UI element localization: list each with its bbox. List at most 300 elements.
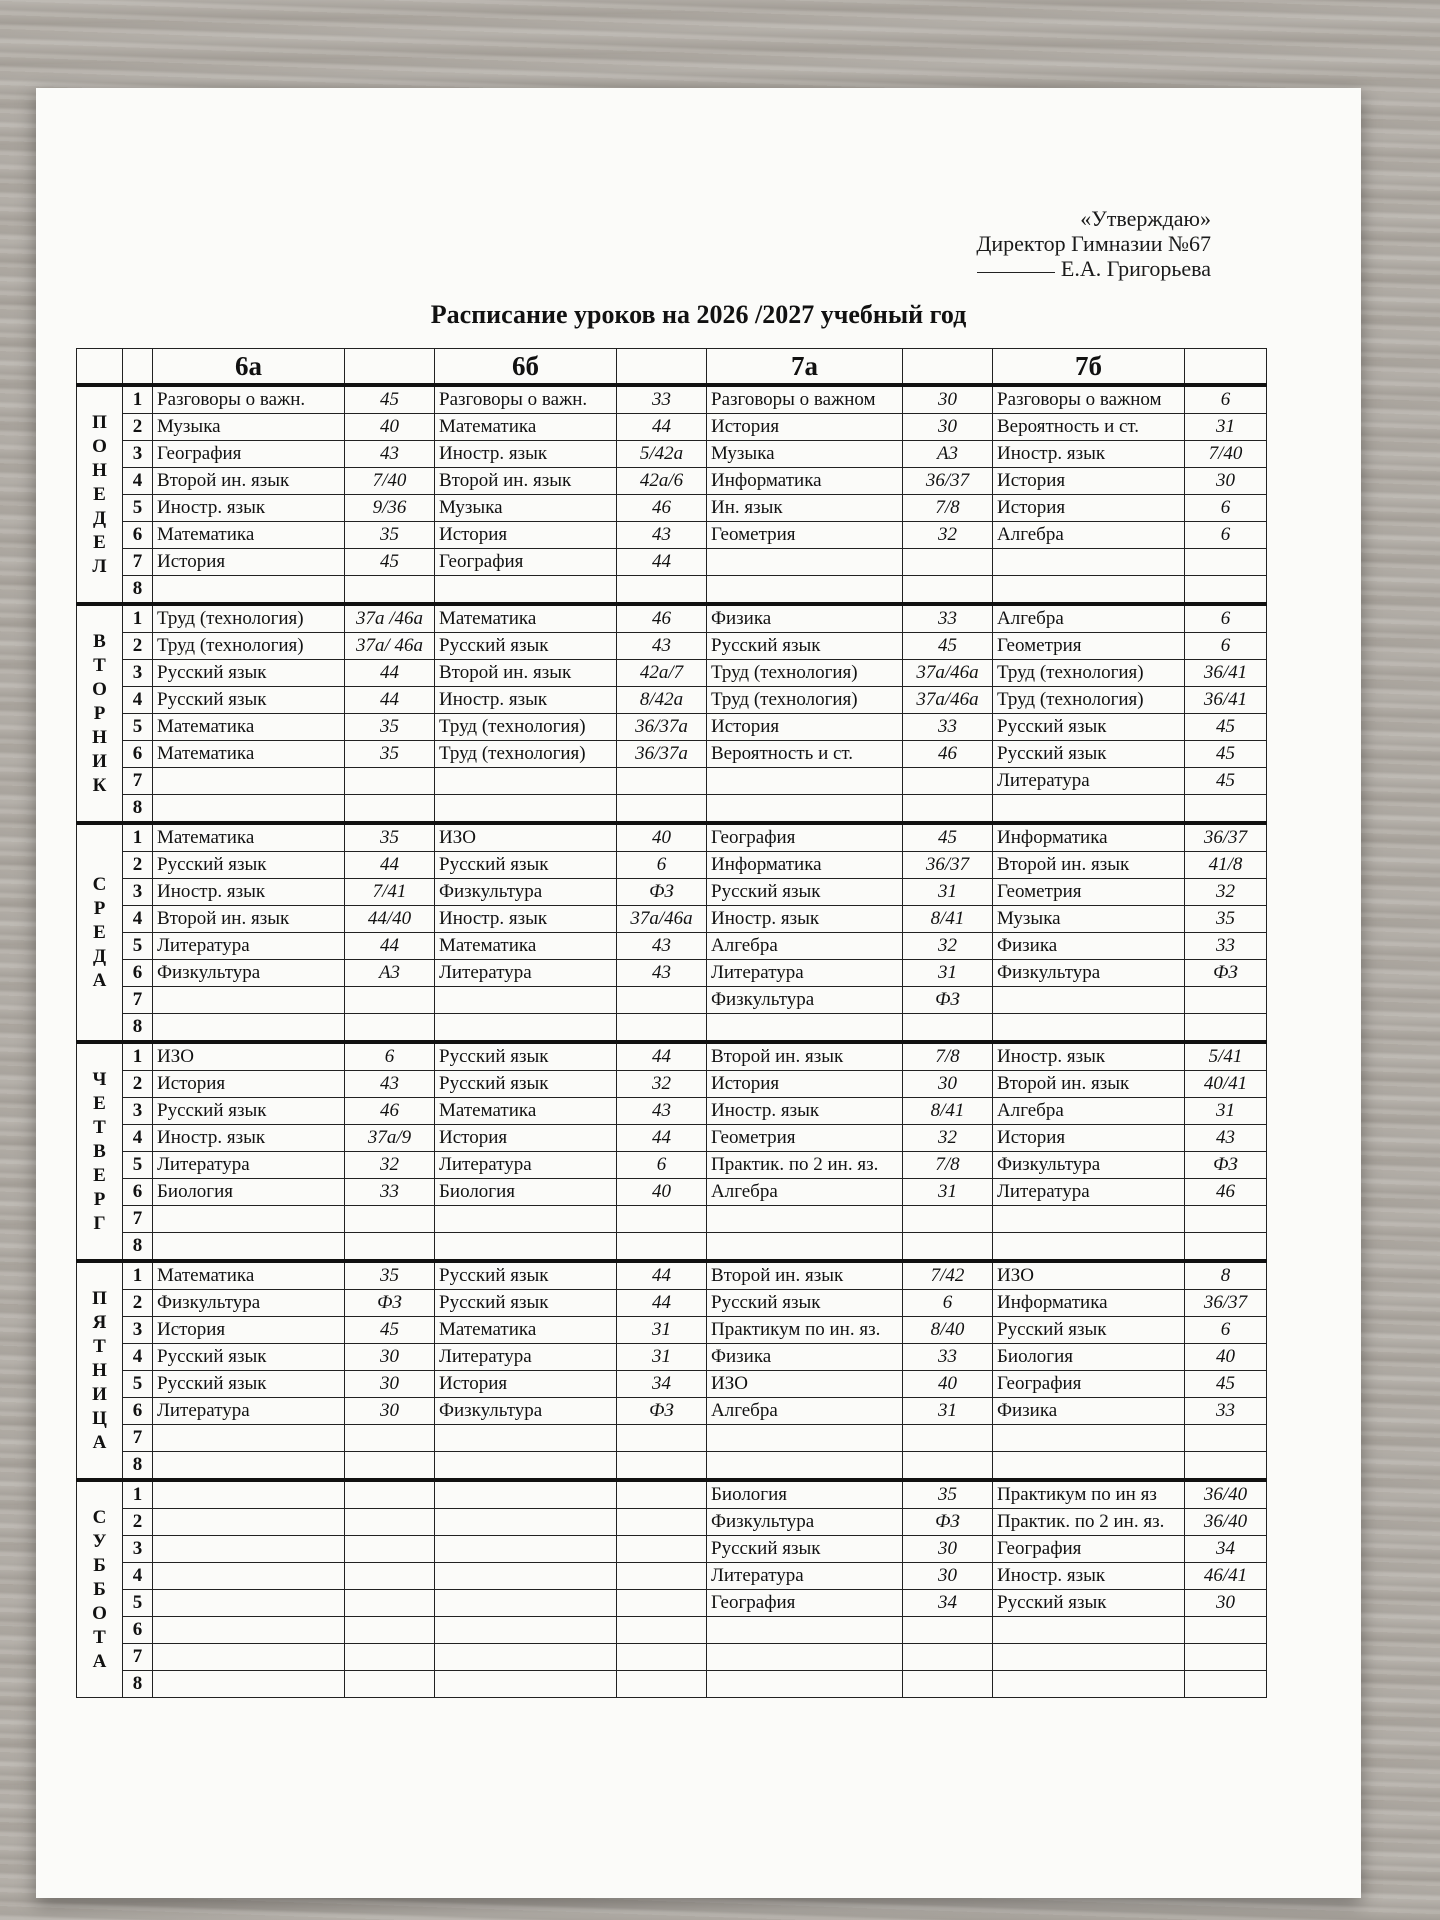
room-cell — [345, 1206, 435, 1233]
subject-cell: Разговоры о важном — [993, 385, 1185, 414]
subject-cell: Литература — [153, 933, 345, 960]
subject-cell: Иностр. язык — [153, 1125, 345, 1152]
lesson-row — [77, 1290, 1267, 1317]
room-cell — [345, 1563, 435, 1590]
day-letter: Д — [92, 945, 107, 967]
room-cell: 45 — [345, 549, 435, 576]
lesson-row — [77, 660, 1267, 687]
day-letter: Е — [93, 1092, 106, 1114]
room-cell: 30 — [903, 1071, 993, 1098]
lesson-row — [77, 987, 1267, 1014]
lesson-number: 4 — [123, 1344, 153, 1371]
room-cell — [617, 1206, 707, 1233]
lesson-number: 6 — [123, 522, 153, 549]
lesson-number: 5 — [123, 1590, 153, 1617]
subject-cell: Русский язык — [153, 1371, 345, 1398]
lesson-row — [77, 1617, 1267, 1644]
subject-cell: Музыка — [707, 441, 903, 468]
room-cell: 33 — [1185, 933, 1267, 960]
subject-cell: Иностр. язык — [707, 1098, 903, 1125]
day-letter: Ц — [92, 1407, 107, 1429]
subject-cell — [993, 1644, 1185, 1671]
subject-cell: История — [435, 1371, 617, 1398]
lesson-row — [77, 1014, 1267, 1043]
lesson-row — [77, 1125, 1267, 1152]
room-cell: 32 — [345, 1152, 435, 1179]
lesson-row — [77, 522, 1267, 549]
signer-line — [851, 256, 1211, 281]
lesson-row — [77, 1671, 1267, 1698]
class-header: 7б — [993, 349, 1185, 386]
room-cell: 43 — [345, 1071, 435, 1098]
room-cell: 40 — [1185, 1344, 1267, 1371]
subject-cell: Литература — [435, 1152, 617, 1179]
room-cell: 43 — [617, 933, 707, 960]
subject-cell — [993, 549, 1185, 576]
approval-block — [851, 206, 1211, 281]
lesson-number: 8 — [123, 576, 153, 605]
room-cell: 44 — [617, 549, 707, 576]
subject-cell: Русский язык — [993, 741, 1185, 768]
room-cell: 7/40 — [345, 468, 435, 495]
room-cell: 7/40 — [1185, 441, 1267, 468]
subject-cell: География — [993, 1371, 1185, 1398]
day-letter: И — [92, 1383, 107, 1405]
room-cell: 35 — [903, 1480, 993, 1509]
lesson-row — [77, 1233, 1267, 1262]
subject-cell: Иностр. язык — [993, 1042, 1185, 1071]
signature-blank — [977, 272, 1055, 273]
class-header: 7а — [707, 349, 903, 386]
subject-cell — [435, 795, 617, 824]
room-cell: 6 — [1185, 385, 1267, 414]
subject-cell: Математика — [153, 823, 345, 852]
lesson-row — [77, 1563, 1267, 1590]
subject-cell: Труд (технология) — [993, 687, 1185, 714]
subject-cell — [153, 768, 345, 795]
lesson-row — [77, 879, 1267, 906]
subject-cell: Практикум по ин яз — [993, 1480, 1185, 1509]
room-cell: 40 — [617, 1179, 707, 1206]
subject-cell — [993, 1671, 1185, 1698]
subject-cell: Практик. по 2 ин. яз. — [993, 1509, 1185, 1536]
room-cell: 33 — [1185, 1398, 1267, 1425]
room-cell — [903, 576, 993, 605]
subject-cell: Второй ин. язык — [707, 1261, 903, 1290]
subject-cell: Русский язык — [435, 852, 617, 879]
room-cell — [617, 1644, 707, 1671]
room-cell: 30 — [903, 414, 993, 441]
room-cell: 45 — [1185, 1371, 1267, 1398]
day-label — [77, 823, 123, 1042]
subject-cell: Физика — [707, 604, 903, 633]
room-cell: ФЗ — [345, 1290, 435, 1317]
day-letter: Н — [92, 726, 107, 748]
lesson-row — [77, 1344, 1267, 1371]
subject-cell — [707, 795, 903, 824]
lesson-row — [77, 1480, 1267, 1509]
lesson-number: 4 — [123, 906, 153, 933]
room-cell: 45 — [903, 823, 993, 852]
subject-cell: История — [993, 1125, 1185, 1152]
room-cell: 46/41 — [1185, 1563, 1267, 1590]
room-cell — [1185, 1014, 1267, 1043]
room-cell — [1185, 1644, 1267, 1671]
room-cell: 46 — [617, 495, 707, 522]
room-cell — [617, 1233, 707, 1262]
subject-cell: Разговоры о важн. — [153, 385, 345, 414]
room-cell — [617, 1480, 707, 1509]
lesson-number: 8 — [123, 1233, 153, 1262]
subject-cell: Иностр. язык — [435, 687, 617, 714]
lesson-number: 5 — [123, 1371, 153, 1398]
room-cell: 37а /46а — [345, 604, 435, 633]
room-cell — [903, 1206, 993, 1233]
room-cell: 6 — [1185, 495, 1267, 522]
subject-cell: Русский язык — [153, 660, 345, 687]
room-header-blank — [617, 349, 707, 386]
lesson-number: 2 — [123, 414, 153, 441]
subject-cell — [153, 1563, 345, 1590]
lesson-row — [77, 1152, 1267, 1179]
page-title: Расписание уроков на 2026 /2027 учебный год — [430, 300, 967, 329]
subject-cell: География — [707, 823, 903, 852]
day-letter: Г — [93, 1212, 106, 1234]
subject-cell — [993, 795, 1185, 824]
room-cell: 8/41 — [903, 1098, 993, 1125]
subject-cell: Физкультура — [153, 1290, 345, 1317]
subject-cell: История — [435, 1125, 617, 1152]
subject-cell — [707, 768, 903, 795]
room-cell: 31 — [1185, 414, 1267, 441]
lesson-row — [77, 1644, 1267, 1671]
room-cell: 46 — [617, 604, 707, 633]
room-cell: 36/41 — [1185, 660, 1267, 687]
subject-cell: Математика — [153, 522, 345, 549]
room-cell: 31 — [903, 879, 993, 906]
day-letter: С — [92, 1506, 107, 1528]
room-header-blank — [345, 349, 435, 386]
room-cell: 46 — [1185, 1179, 1267, 1206]
room-cell — [1185, 987, 1267, 1014]
subject-cell — [435, 1014, 617, 1043]
room-cell — [903, 1014, 993, 1043]
room-cell: 6 — [617, 852, 707, 879]
day-label — [77, 1480, 123, 1698]
room-cell — [617, 768, 707, 795]
day-letter: Б — [93, 1578, 106, 1600]
room-cell — [345, 795, 435, 824]
subject-cell — [707, 1644, 903, 1671]
lesson-number: 1 — [123, 823, 153, 852]
room-cell: 32 — [1185, 879, 1267, 906]
day-letter: В — [93, 1140, 106, 1162]
subject-cell — [435, 768, 617, 795]
lesson-number: 4 — [123, 1563, 153, 1590]
subject-cell: Русский язык — [435, 1290, 617, 1317]
day-letter: О — [92, 435, 107, 457]
lesson-number: 1 — [123, 385, 153, 414]
subject-cell: Биология — [435, 1179, 617, 1206]
subject-cell: Русский язык — [435, 1261, 617, 1290]
room-cell — [345, 1590, 435, 1617]
day-letter: А — [92, 1431, 107, 1453]
room-cell: 44/40 — [345, 906, 435, 933]
subject-cell: Второй ин. язык — [153, 906, 345, 933]
subject-cell — [435, 1509, 617, 1536]
subject-cell: Литература — [153, 1398, 345, 1425]
subject-cell: Русский язык — [993, 714, 1185, 741]
room-cell: 35 — [345, 1261, 435, 1290]
room-cell: 42а/6 — [617, 468, 707, 495]
room-cell: 35 — [345, 522, 435, 549]
room-cell — [617, 1425, 707, 1452]
subject-cell: Математика — [435, 1317, 617, 1344]
day-letter: Т — [93, 1626, 106, 1648]
subject-cell: Русский язык — [435, 1042, 617, 1071]
subject-cell — [707, 1617, 903, 1644]
subject-cell: Иностр. язык — [153, 495, 345, 522]
room-cell: 43 — [1185, 1125, 1267, 1152]
subject-cell: Математика — [435, 414, 617, 441]
subject-cell: География — [435, 549, 617, 576]
lesson-number: 8 — [123, 1671, 153, 1698]
subject-cell — [153, 987, 345, 1014]
room-cell: 37а/46а — [617, 906, 707, 933]
subject-cell: Русский язык — [993, 1590, 1185, 1617]
subject-cell: Литература — [435, 1344, 617, 1371]
subject-cell: Алгебра — [707, 1398, 903, 1425]
subject-cell: Русский язык — [435, 633, 617, 660]
subject-cell — [435, 1590, 617, 1617]
subject-cell: Труд (технология) — [153, 633, 345, 660]
lesson-row — [77, 741, 1267, 768]
room-cell — [903, 1452, 993, 1481]
room-cell: ФЗ — [1185, 1152, 1267, 1179]
lesson-row — [77, 633, 1267, 660]
lesson-row — [77, 1261, 1267, 1290]
room-cell: 8/40 — [903, 1317, 993, 1344]
room-cell: 31 — [617, 1344, 707, 1371]
subject-cell: Физкультура — [435, 1398, 617, 1425]
subject-cell — [153, 576, 345, 605]
lesson-number: 6 — [123, 1179, 153, 1206]
room-cell: А3 — [903, 441, 993, 468]
subject-cell: Русский язык — [153, 1098, 345, 1125]
lesson-row — [77, 1452, 1267, 1481]
room-cell — [1185, 1617, 1267, 1644]
day-letter: И — [92, 750, 107, 772]
room-cell — [345, 987, 435, 1014]
room-cell — [345, 576, 435, 605]
subject-cell: История — [435, 522, 617, 549]
room-cell: ФЗ — [903, 1509, 993, 1536]
subject-cell — [707, 549, 903, 576]
subject-cell: Вероятность и ст. — [707, 741, 903, 768]
room-cell: 36/37 — [903, 468, 993, 495]
room-cell: 34 — [617, 1371, 707, 1398]
header-num-blank — [123, 349, 153, 386]
subject-cell — [153, 1509, 345, 1536]
day-label — [77, 385, 123, 604]
room-cell: 36/37а — [617, 714, 707, 741]
lesson-row — [77, 906, 1267, 933]
room-cell: 35 — [345, 741, 435, 768]
subject-cell — [153, 1425, 345, 1452]
room-cell: 6 — [1185, 522, 1267, 549]
day-letter: А — [92, 1650, 107, 1672]
subject-cell: Физкультура — [153, 960, 345, 987]
day-letter: Т — [93, 1116, 106, 1138]
room-cell: 30 — [1185, 468, 1267, 495]
room-cell: 40 — [617, 823, 707, 852]
subject-cell: Физкультура — [707, 1509, 903, 1536]
room-cell: 6 — [617, 1152, 707, 1179]
lesson-number: 1 — [123, 604, 153, 633]
subject-cell — [435, 1425, 617, 1452]
lesson-number: 7 — [123, 1206, 153, 1233]
room-cell: 6 — [1185, 604, 1267, 633]
subject-cell — [435, 1563, 617, 1590]
room-cell: 33 — [903, 1344, 993, 1371]
room-cell — [345, 1509, 435, 1536]
lesson-row — [77, 852, 1267, 879]
room-cell: 7/8 — [903, 495, 993, 522]
subject-cell: История — [993, 495, 1185, 522]
day-letter: Д — [92, 507, 107, 529]
day-letter: Н — [92, 1359, 107, 1381]
room-cell: 43 — [617, 960, 707, 987]
room-cell — [345, 1014, 435, 1043]
day-letter: Ч — [92, 1068, 107, 1090]
lesson-number: 3 — [123, 1098, 153, 1125]
room-cell — [1185, 1206, 1267, 1233]
room-cell — [903, 1617, 993, 1644]
subject-cell: История — [707, 1071, 903, 1098]
subject-cell: Математика — [435, 604, 617, 633]
lesson-number: 7 — [123, 987, 153, 1014]
lesson-row — [77, 823, 1267, 852]
room-cell — [1185, 1452, 1267, 1481]
subject-cell: Вероятность и ст. — [993, 414, 1185, 441]
subject-cell: Русский язык — [153, 687, 345, 714]
room-cell: 36/40 — [1185, 1509, 1267, 1536]
lesson-row — [77, 1371, 1267, 1398]
lesson-row — [77, 687, 1267, 714]
lesson-row — [77, 1179, 1267, 1206]
lesson-number: 3 — [123, 879, 153, 906]
lesson-number: 2 — [123, 852, 153, 879]
subject-cell: Алгебра — [993, 1098, 1185, 1125]
lesson-row — [77, 768, 1267, 795]
room-cell: 42а/7 — [617, 660, 707, 687]
room-cell: 43 — [617, 633, 707, 660]
subject-cell: Русский язык — [707, 879, 903, 906]
room-cell: 44 — [617, 1042, 707, 1071]
room-cell: 8 — [1185, 1261, 1267, 1290]
subject-cell — [153, 795, 345, 824]
room-cell: 33 — [345, 1179, 435, 1206]
subject-cell: Труд (технология) — [707, 660, 903, 687]
subject-cell: Информатика — [993, 823, 1185, 852]
lesson-number: 8 — [123, 795, 153, 824]
room-cell: 33 — [617, 385, 707, 414]
room-cell — [617, 1014, 707, 1043]
subject-cell: Литература — [153, 1152, 345, 1179]
room-cell: 7/8 — [903, 1152, 993, 1179]
day-letter: Р — [93, 702, 106, 724]
room-cell: ФЗ — [1185, 960, 1267, 987]
subject-cell: Русский язык — [707, 1290, 903, 1317]
subject-cell: Литература — [707, 1563, 903, 1590]
subject-cell: География — [707, 1590, 903, 1617]
room-cell: 30 — [345, 1398, 435, 1425]
room-cell: 30 — [345, 1344, 435, 1371]
subject-cell: Русский язык — [707, 633, 903, 660]
subject-cell: Труд (технология) — [153, 604, 345, 633]
lesson-row — [77, 960, 1267, 987]
lesson-row — [77, 414, 1267, 441]
subject-cell: Геометрия — [993, 879, 1185, 906]
subject-cell — [153, 1644, 345, 1671]
room-cell: 40 — [345, 414, 435, 441]
room-cell: 5/42а — [617, 441, 707, 468]
subject-cell — [993, 576, 1185, 605]
room-cell: 7/41 — [345, 879, 435, 906]
room-cell — [345, 768, 435, 795]
day-letter: В — [93, 630, 106, 652]
lesson-number: 2 — [123, 1290, 153, 1317]
day-letter: Р — [93, 897, 106, 919]
lesson-number: 2 — [123, 1071, 153, 1098]
day-letter: О — [92, 678, 107, 700]
room-cell: 35 — [345, 714, 435, 741]
subject-cell: Труд (технология) — [435, 714, 617, 741]
room-cell: 30 — [1185, 1590, 1267, 1617]
room-cell: 33 — [903, 714, 993, 741]
room-cell — [345, 1452, 435, 1481]
day-letter: А — [92, 969, 107, 991]
day-letter: Н — [92, 459, 107, 481]
room-cell: 44 — [345, 933, 435, 960]
subject-cell: Алгебра — [707, 933, 903, 960]
subject-cell: Музыка — [993, 906, 1185, 933]
subject-cell: Второй ин. язык — [153, 468, 345, 495]
director-title: Директор Гимназии №67 — [976, 231, 1211, 256]
subject-cell — [993, 987, 1185, 1014]
lesson-number: 3 — [123, 441, 153, 468]
room-cell — [617, 1509, 707, 1536]
subject-cell: Математика — [435, 933, 617, 960]
room-cell: 44 — [617, 1261, 707, 1290]
class-header-row — [77, 349, 1267, 386]
room-cell: 37а/46а — [903, 687, 993, 714]
lesson-number: 6 — [123, 1617, 153, 1644]
class-header: 6б — [435, 349, 617, 386]
lesson-number: 1 — [123, 1042, 153, 1071]
subject-cell — [153, 1590, 345, 1617]
room-cell: 45 — [1185, 714, 1267, 741]
lesson-number: 2 — [123, 1509, 153, 1536]
lesson-row — [77, 604, 1267, 633]
lesson-row — [77, 1071, 1267, 1098]
subject-cell: Литература — [993, 1179, 1185, 1206]
lesson-row — [77, 495, 1267, 522]
subject-cell: Физика — [993, 933, 1185, 960]
room-cell — [903, 1644, 993, 1671]
subject-cell: Разговоры о важн. — [435, 385, 617, 414]
subject-cell: Русский язык — [153, 852, 345, 879]
